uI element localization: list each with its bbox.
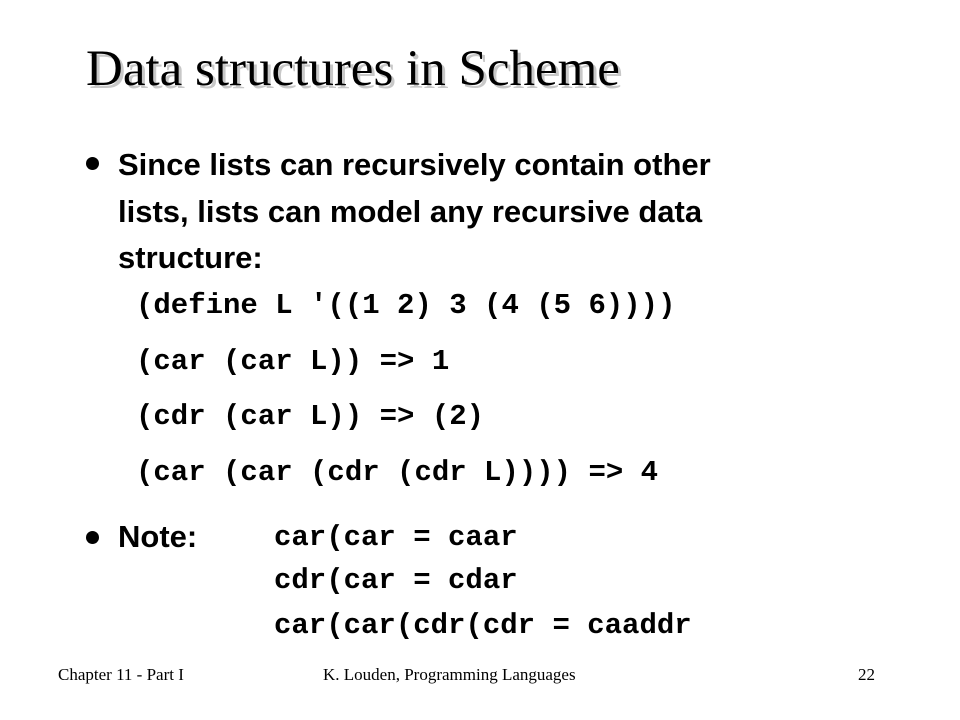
code-line-define: (define L '((1 2) 3 (4 (5 6)))) <box>136 289 676 322</box>
note-label: Note: <box>118 519 198 554</box>
note-code-line-3: car(car(cdr(cdr = caaddr <box>274 609 692 642</box>
bullet-1-line-2: lists, lists can model any recursive data <box>118 194 703 229</box>
code-line-car-car-cdr-cdr: (car (car (cdr (cdr L)))) => 4 <box>136 456 659 489</box>
bullet-1-line-1: Since lists can recursively contain other <box>118 147 711 182</box>
bullet-icon <box>86 531 99 544</box>
note-code-line-1: car(car = caar <box>274 521 518 554</box>
note-code-line-2: cdr(car = cdar <box>274 564 518 597</box>
slide-title: Data structures in Scheme <box>86 41 620 97</box>
bullet-icon <box>86 157 99 170</box>
footer-chapter: Chapter 11 - Part I <box>58 665 184 684</box>
code-line-car-car: (car (car L)) => 1 <box>136 345 450 378</box>
footer-author: K. Louden, Programming Languages <box>323 665 576 684</box>
code-line-cdr-car: (cdr (car L)) => (2) <box>136 400 485 433</box>
bullet-1-line-3: structure: <box>118 240 263 275</box>
footer-page-number: 22 <box>858 665 875 684</box>
